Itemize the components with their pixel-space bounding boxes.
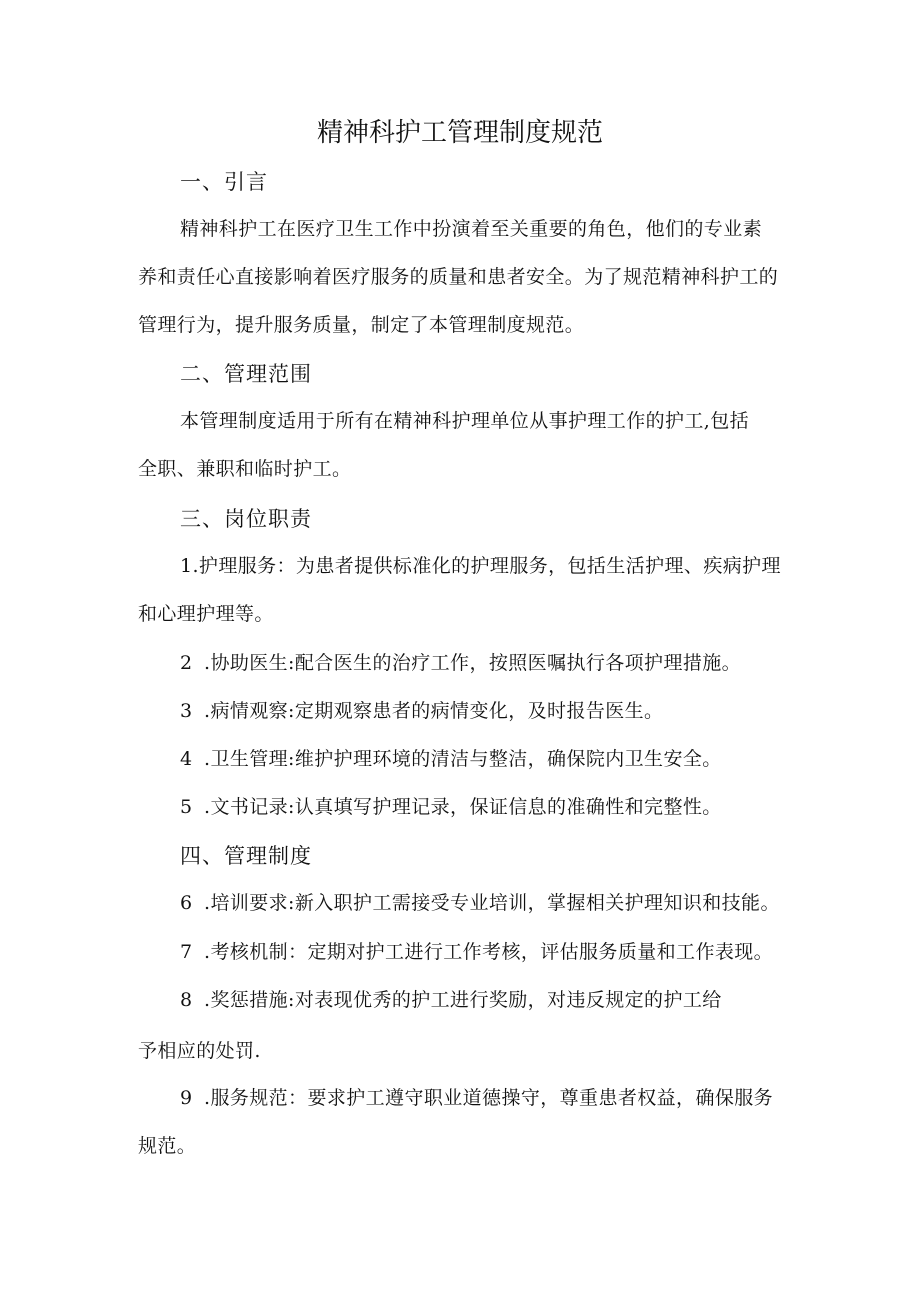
rule-item-6 bbox=[180, 888, 780, 915]
item-text: .协助医生:配合医生的治疗工作，按照医嘱执行各项护理措施。 bbox=[204, 652, 742, 674]
item-text: .卫生管理:维护护理环境的清洁与整洁，确保院内卫生安全。 bbox=[204, 748, 722, 770]
item-text: .服务规范：要求护工遵守职业道德操守，尊重患者权益，确保服务 bbox=[204, 1087, 774, 1109]
section-heading-intro: 一、引言 bbox=[180, 170, 268, 194]
item-text: .考核机制：定期对护工进行工作考核，评估服务质量和工作表现。 bbox=[204, 941, 774, 963]
rule-item-9 bbox=[180, 1083, 773, 1110]
item-number: 4 bbox=[180, 748, 193, 770]
rule-item-8-continuation: 予相应的处罚. bbox=[138, 1040, 261, 1062]
item-number: 8 bbox=[180, 989, 193, 1011]
item-number: 6 bbox=[180, 892, 193, 914]
section-heading-rules: 四、管理制度 bbox=[180, 844, 312, 868]
item-text: .培训要求:新入职护工需接受专业培训，掌握相关护理知识和技能。 bbox=[204, 892, 780, 914]
paragraph-line: 养和责任心直接影响着医疗服务的质量和患者安全。为了规范精神科护工的 bbox=[138, 266, 779, 288]
item-number: 2 bbox=[180, 652, 193, 674]
duty-item-3 bbox=[180, 696, 663, 723]
paragraph-line: 精神科护工在医疗卫生工作中扮演着至关重要的角色，他们的专业素 bbox=[180, 218, 763, 240]
duty-item-1-line: 和心理护理等。 bbox=[138, 603, 274, 625]
item-number: 3 bbox=[180, 700, 193, 722]
rule-item-8 bbox=[180, 985, 722, 1012]
item-number: 5 bbox=[180, 796, 193, 818]
section-heading-duties: 三、岗位职责 bbox=[180, 507, 312, 531]
duty-item-5 bbox=[180, 792, 722, 819]
rule-item-9-continuation: 规范。 bbox=[138, 1135, 197, 1157]
duty-item-2 bbox=[180, 648, 741, 675]
item-number: 7 bbox=[180, 941, 193, 963]
paragraph-line: 本管理制度适用于所有在精神科护理单位从事护理工作的护工,包括 bbox=[180, 410, 750, 432]
item-text: .病情观察:定期观察患者的病情变化，及时报告医生。 bbox=[204, 700, 664, 722]
rule-item-7 bbox=[180, 937, 773, 964]
duty-item-4 bbox=[180, 744, 722, 771]
section-heading-scope: 二、管理范围 bbox=[180, 362, 312, 386]
item-text: .奖惩措施:对表现优秀的护工进行奖励，对违反规定的护工给 bbox=[204, 989, 722, 1011]
document-title: 精神科护工管理制度规范 bbox=[316, 118, 603, 148]
item-number: 9 bbox=[180, 1087, 193, 1109]
duty-item-1-line: 1.护理服务：为患者提供标准化的护理服务，包括生活护理、疾病护理 bbox=[180, 555, 781, 577]
paragraph-line: 管理行为，提升服务质量，制定了本管理制度规范。 bbox=[138, 314, 585, 336]
paragraph-line: 全职、兼职和临时护工。 bbox=[138, 458, 352, 480]
item-text: .文书记录:认真填写护理记录，保证信息的准确性和完整性。 bbox=[204, 796, 722, 818]
